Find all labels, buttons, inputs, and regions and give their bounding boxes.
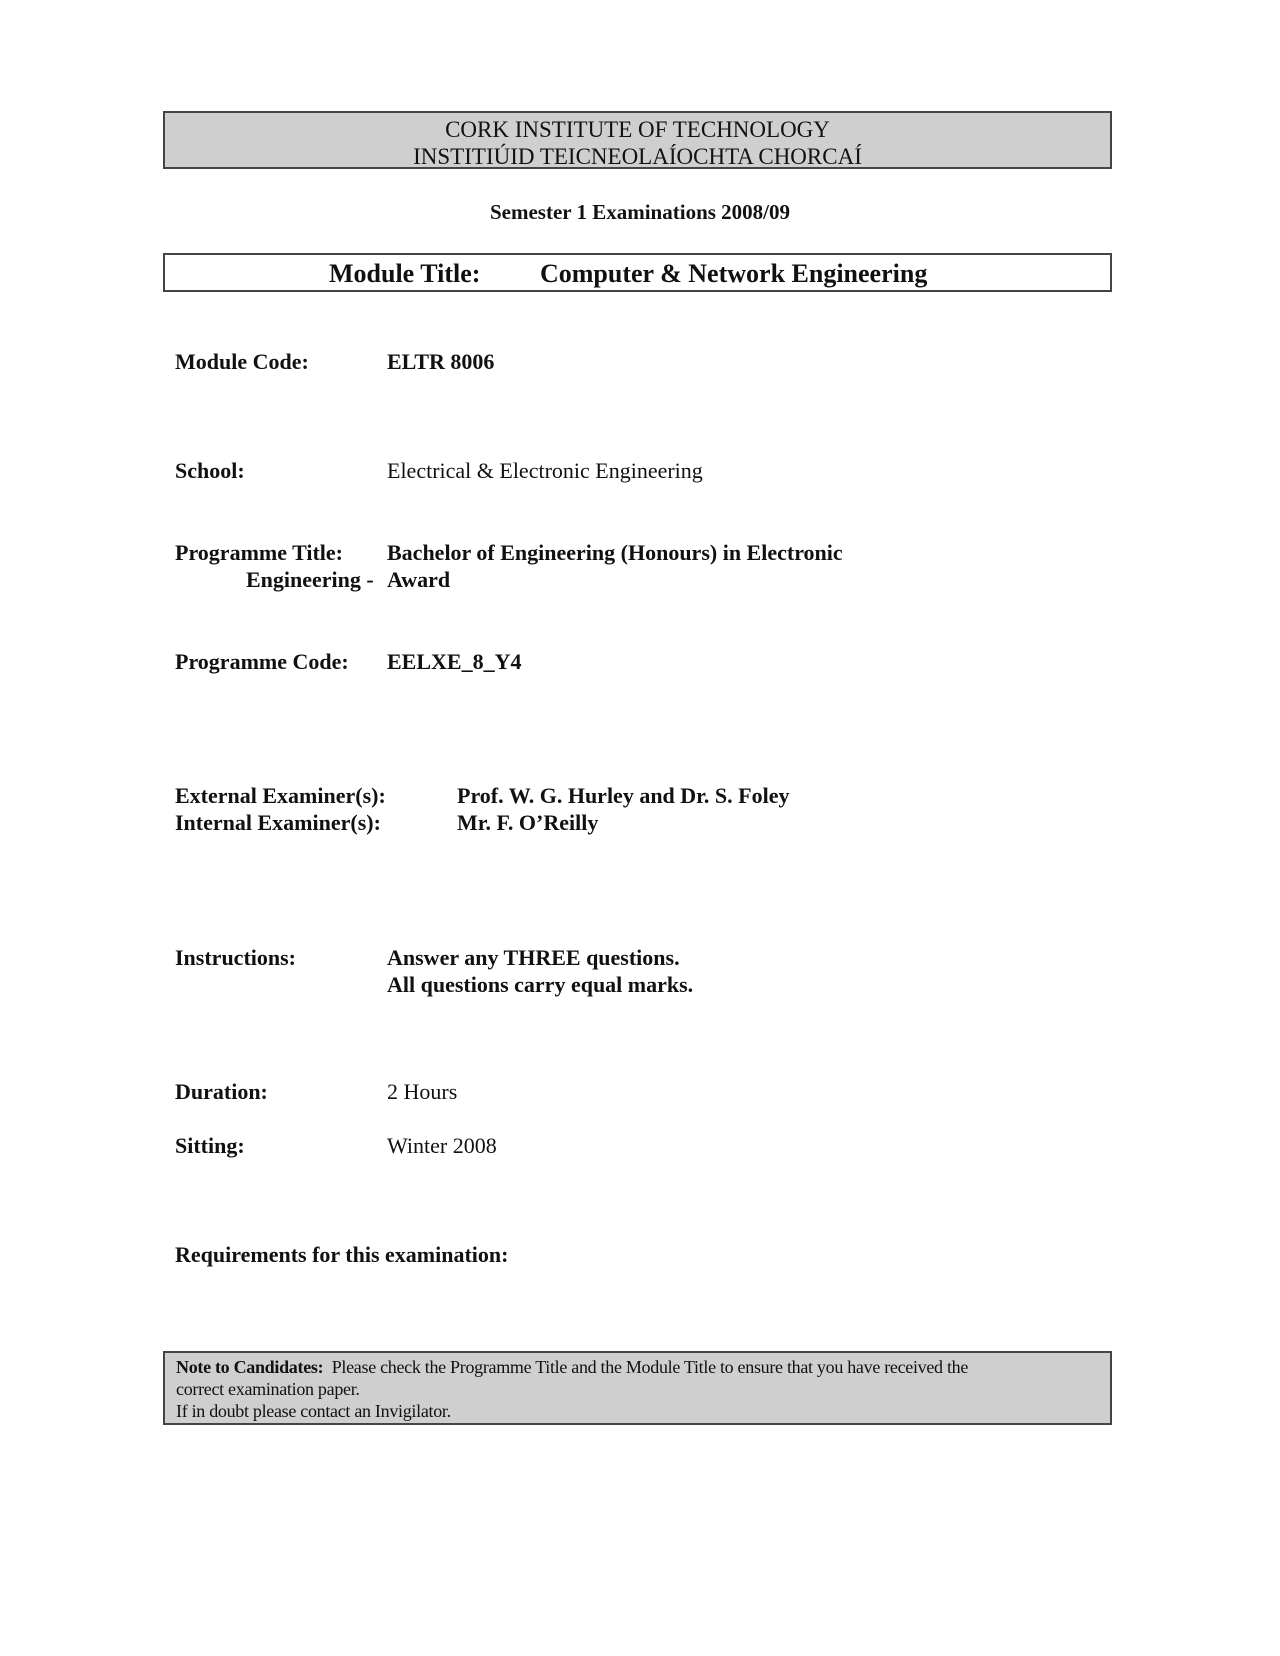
note-text-line1: Please check the Programme Title and the Module Title to ensure that you have received the <box>331 1357 969 1377</box>
requirements-label: Requirements for this examination: <box>175 1242 509 1267</box>
institute-name-irish: INSTITIÚID TEICNEOLAÍOCHTA CHORCAÍ <box>413 144 862 169</box>
module-title-value: Computer & Network Engineering <box>540 259 928 288</box>
sitting-value: Winter 2008 <box>387 1133 497 1158</box>
note-label: Note to Candidates: <box>176 1357 324 1377</box>
programme-title-value-line2: Award <box>387 567 451 592</box>
semester-heading: Semester 1 Examinations 2008/09 <box>489 200 791 224</box>
duration-value: 2 Hours <box>387 1079 458 1104</box>
note-text-line2: correct examination paper. <box>176 1379 360 1399</box>
school-value: Electrical & Electronic Engineering <box>387 458 703 483</box>
module-code-value: ELTR 8006 <box>387 349 495 374</box>
note-text-line3: If in doubt please contact an Invigilator. <box>176 1401 451 1421</box>
school-label: School: <box>175 458 245 483</box>
instructions-line2: All questions carry equal marks. <box>387 972 694 997</box>
internal-examiners-label: Internal Examiner(s): <box>175 810 381 835</box>
module-title-box <box>163 253 1112 292</box>
programme-title-label: Programme Title: <box>175 540 344 565</box>
module-title-label: Module Title: <box>329 259 481 288</box>
external-examiners-value: Prof. W. G. Hurley and Dr. S. Foley <box>457 783 790 808</box>
internal-examiners-value: Mr. F. O’Reilly <box>457 810 599 835</box>
instructions-label: Instructions: <box>175 945 297 970</box>
institute-header <box>163 111 1112 169</box>
external-examiners-label: External Examiner(s): <box>175 783 386 808</box>
programme-title-label-line2: Engineering - <box>246 567 374 592</box>
programme-code-value: EELXE_8_Y4 <box>387 649 522 674</box>
programme-code-label: Programme Code: <box>175 649 349 674</box>
sitting-label: Sitting: <box>175 1133 245 1158</box>
institute-name-english: CORK INSTITUTE OF TECHNOLOGY <box>445 117 830 142</box>
note-to-candidates <box>163 1351 1112 1425</box>
module-code-label: Module Code: <box>175 349 309 374</box>
programme-title-value-line1: Bachelor of Engineering (Honours) in Electronic <box>387 540 843 565</box>
instructions-line1: Answer any THREE questions. <box>387 945 680 970</box>
duration-label: Duration: <box>175 1079 268 1104</box>
